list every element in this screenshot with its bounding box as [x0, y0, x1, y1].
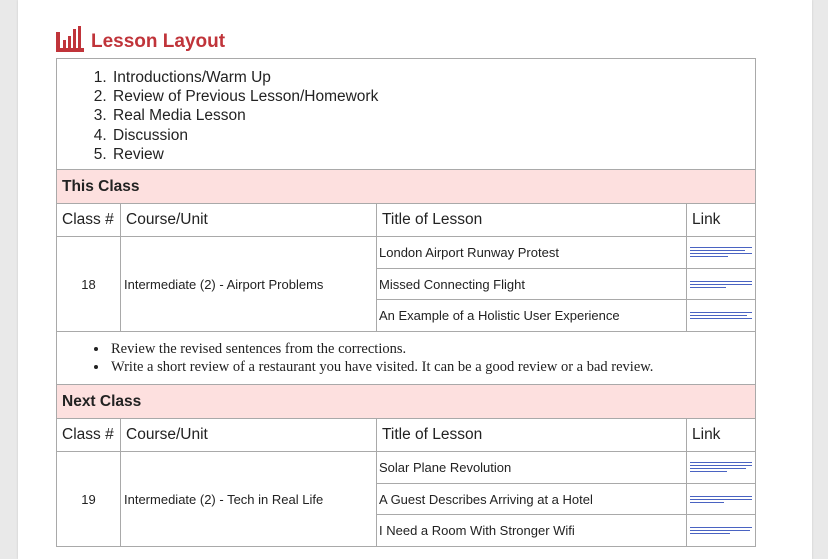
class-number: 18 — [57, 237, 121, 331]
lesson-table — [56, 58, 756, 547]
header-link: Link — [692, 426, 721, 443]
list-item: 2. Review of Previous Lesson/Homework — [111, 87, 755, 106]
header-lesson-title: Title of Lesson — [377, 419, 687, 451]
lesson-title: An Example of a Holistic User Experience — [379, 308, 620, 324]
lesson-title: Solar Plane Revolution — [377, 452, 686, 484]
list-item: 4. Discussion — [111, 126, 755, 145]
next-class-header-row — [57, 419, 755, 452]
next-class-band: Next Class — [57, 385, 755, 419]
lesson-titles — [377, 237, 687, 331]
next-class-row — [57, 452, 755, 547]
header-class-num: Class # — [57, 204, 121, 236]
course-unit: Intermediate (2) - Tech in Real Life — [121, 452, 377, 546]
lesson-links — [687, 452, 755, 546]
this-class-band: This Class — [57, 170, 755, 204]
lesson-title: A Guest Describes Arriving at a Hotel — [377, 484, 686, 516]
header-course-unit: Course/Unit — [121, 419, 377, 451]
lesson-title: London Airport Runway Protest — [377, 237, 686, 269]
course-unit: Intermediate (2) - Airport Problems — [121, 237, 377, 331]
this-class-row — [57, 237, 755, 332]
header-lesson-title: Title of Lesson — [377, 204, 687, 236]
lesson-link[interactable] — [687, 237, 755, 269]
lesson-steps — [57, 59, 755, 170]
bar-chart-icon — [56, 26, 84, 52]
header-course-unit: Course/Unit — [121, 204, 377, 236]
header-link: Link — [692, 211, 721, 228]
lesson-links — [687, 237, 755, 331]
page-title: Lesson Layout — [91, 31, 226, 52]
class-number: 19 — [57, 452, 121, 546]
lesson-link[interactable] — [687, 269, 755, 301]
lesson-title: Missed Connecting Flight — [377, 269, 686, 301]
list-item: • Write a short review of a restaurant you have visited. It can be a good review or a bad review. — [109, 359, 755, 377]
this-class-header-row — [57, 204, 755, 237]
list-item: • Review the revised sentences from the corrections. — [109, 341, 755, 359]
homework-notes — [57, 332, 755, 385]
section-heading — [56, 20, 225, 52]
lesson-titles — [377, 452, 687, 546]
header-class-num: Class # — [57, 419, 121, 451]
list-item: 5. Review — [111, 145, 755, 164]
lesson-link[interactable] — [687, 452, 755, 484]
list-item: 1. Introductions/Warm Up — [111, 68, 755, 87]
lesson-title: I Need a Room With Stronger Wifi — [379, 523, 575, 539]
lesson-link[interactable] — [687, 484, 755, 516]
lesson-link[interactable] — [687, 300, 755, 331]
document-page — [18, 0, 812, 559]
lesson-link[interactable] — [687, 515, 755, 546]
list-item: 3. Real Media Lesson — [111, 106, 755, 125]
